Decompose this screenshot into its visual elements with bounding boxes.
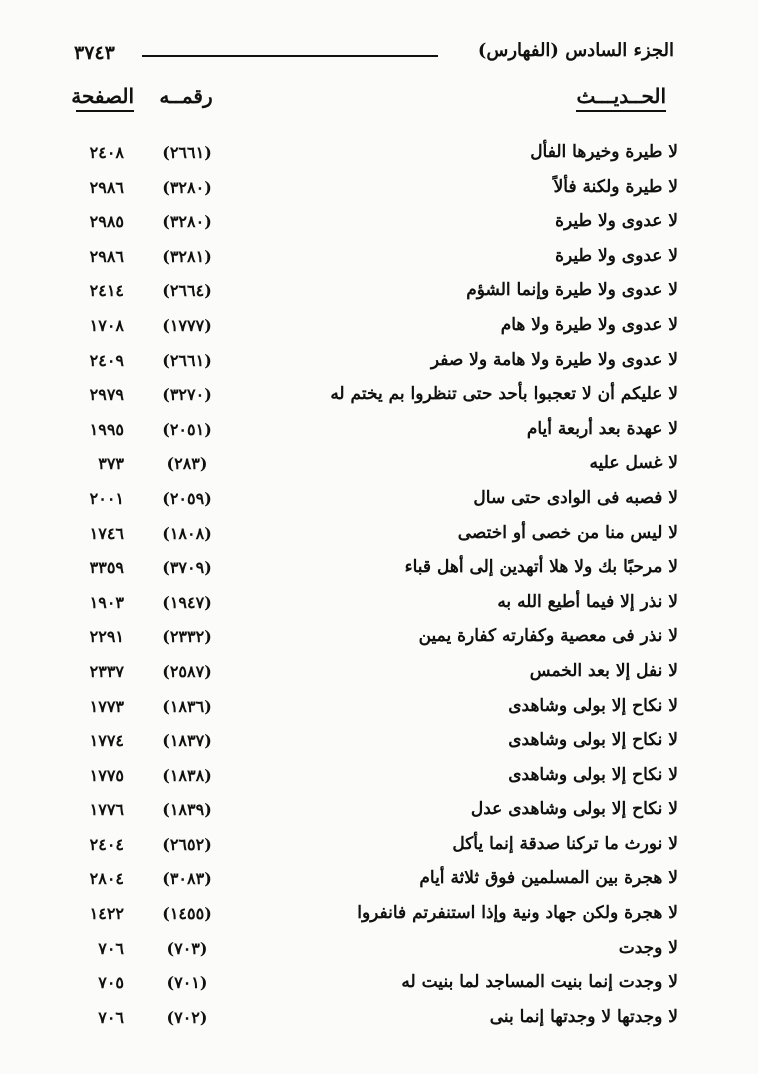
index-row: [0, 1003, 758, 1038]
hadith-number: (١٤٥٥): [162, 904, 212, 924]
page-header: [74, 40, 674, 70]
page-reference: ٧٠٥: [98, 973, 124, 993]
hadith-number: (٧٠٢): [166, 1007, 208, 1027]
index-row: [0, 484, 758, 519]
page-reference: ٢٠٠١: [89, 488, 124, 508]
page-reference: ٣٣٥٩: [89, 558, 124, 578]
hadith-number: (١٨٣٧): [162, 731, 212, 751]
hadith-number: (٢٦٦١): [162, 143, 212, 162]
hadith-number: (٢٠٥٩): [162, 488, 212, 508]
index-row: [0, 692, 758, 727]
hadith-number: (٢٥٨٧): [162, 661, 212, 681]
hadith-text: لا عدوى ولا طيرة وإنما الشؤم: [466, 280, 678, 301]
page-reference: ٢٨٠٤: [89, 869, 124, 889]
page-reference: ١٧٧٣: [89, 696, 124, 716]
hadith-text: لا نكاح إلا بولى وشاهدى: [508, 730, 678, 751]
hadith-number: (١٨٣٨): [162, 765, 212, 785]
page-reference: ٧٠٦: [98, 1007, 124, 1027]
hadith-text: لا ليس منا من خصى أو اختصى: [457, 522, 678, 543]
hadith-text: لا هجرة بين المسلمين فوق ثلاثة أيام: [419, 868, 678, 889]
hadith-text: لا عدوى ولا طيرة: [555, 211, 678, 232]
page-reference: ١٧٧٥: [89, 765, 124, 785]
column-header-hadith: الحــديـــث: [576, 84, 666, 112]
hadith-text: لا نكاح إلا بولى وشاهدى: [508, 695, 678, 716]
index-row: [0, 207, 758, 242]
index-row: [0, 380, 758, 415]
hadith-number: (٢٦٦٤): [162, 281, 212, 301]
index-row: [0, 657, 758, 692]
index-row: [0, 968, 758, 1003]
page-reference: ٢٢٩١: [89, 627, 124, 647]
index-row: [0, 761, 758, 796]
index-row: [0, 138, 758, 173]
column-header-page: الصفحة: [76, 84, 134, 112]
page-reference: ١٧٧٤: [89, 731, 124, 751]
hadith-number: (٧٠١): [166, 973, 208, 993]
page-reference: ٢٩٧٩: [89, 385, 124, 405]
index-row: [0, 795, 758, 830]
hadith-text: لا نورث ما تركنا صدقة إنما يأكل: [452, 833, 678, 854]
hadith-index-list: [0, 138, 758, 1037]
hadith-text: لا مرحبًا بك ولا هلا أتهدين إلى أهل قباء: [404, 557, 678, 578]
hadith-number: (٣٢٧٠): [162, 385, 212, 405]
hadith-text: لا عهدة بعد أربعة أيام: [526, 418, 678, 439]
hadith-text: لا نكاح إلا بولى وشاهدى: [508, 764, 678, 785]
index-row: [0, 519, 758, 554]
hadith-text: لا نذر إلا فيما أطيع الله به: [497, 591, 678, 612]
hadith-text: لا وجدتها لا وجدتها إنما بنى: [489, 1006, 678, 1027]
hadith-text: لا غسل عليه: [589, 453, 678, 474]
page-reference: ١٤٢٢: [89, 904, 124, 924]
hadith-text: لا نكاح إلا بولى وشاهدى عدل: [470, 799, 678, 820]
index-row: [0, 276, 758, 311]
hadith-text: لا عليكم أن لا تعجبوا بأحد حتى تنظروا بم يختم له: [330, 384, 678, 405]
page-reference: ٢٣٣٧: [89, 661, 124, 681]
index-row: [0, 899, 758, 934]
page-reference: ١٩٠٣: [89, 592, 124, 612]
page-reference: ١٧٠٨: [89, 315, 124, 335]
hadith-text: لا عدوى ولا طيرة ولا هام: [500, 314, 678, 335]
hadith-number: (٣٢٨١): [162, 246, 212, 266]
hadith-text: لا طيرة وخيرها الفأل: [530, 142, 678, 162]
hadith-text: لا عدوى ولا طيرة ولا هامة ولا صفر: [430, 349, 678, 370]
index-row: [0, 830, 758, 865]
index-row: [0, 588, 758, 623]
page-reference: ٣٧٣: [98, 454, 124, 474]
hadith-text: لا نذر فى معصية وكفارته كفارة يمين: [418, 626, 678, 647]
index-row: [0, 864, 758, 899]
hadith-text: لا هجرة ولكن جهاد ونية وإذا استنفرتم فانفروا: [357, 903, 678, 924]
hadith-number: (١٨٠٨): [162, 523, 212, 543]
hadith-number: (٢٨٣): [166, 454, 208, 474]
page-number: ٣٧٤٣: [74, 42, 115, 64]
hadith-number: (١٧٧٧): [162, 315, 212, 335]
hadith-text: لا عدوى ولا طيرة: [555, 245, 678, 266]
page-reference: ٢٤١٤: [89, 281, 124, 301]
hadith-number: (٢٠٥١): [162, 419, 212, 439]
index-row: [0, 415, 758, 450]
page-reference: ٢٤٠٤: [89, 834, 124, 854]
page-reference: ١٧٧٦: [89, 800, 124, 820]
hadith-number: (٧٠٣): [166, 938, 208, 958]
hadith-text: لا طيرة ولكنة فألاً: [553, 176, 678, 197]
hadith-number: (٣٠٨٣): [162, 869, 212, 889]
hadith-number: (٣٢٨٠): [162, 212, 212, 232]
index-row: [0, 242, 758, 277]
index-row: [0, 622, 758, 657]
page-reference: ١٩٩٥: [89, 419, 124, 439]
page-reference: ١٧٤٦: [89, 523, 124, 543]
page-reference: ٢٤٠٩: [89, 350, 124, 370]
page-reference: ٢٩٨٦: [89, 246, 124, 266]
hadith-text: لا فصبه فى الوادى حتى سال: [473, 487, 678, 508]
hadith-text: لا نفل إلا بعد الخمس: [529, 660, 678, 681]
page-reference: ٢٩٨٥: [89, 212, 124, 232]
page-reference: ٢٤٠٨: [89, 143, 124, 162]
index-row: [0, 311, 758, 346]
hadith-number: (٢٦٦١): [162, 350, 212, 370]
hadith-number: (٢٣٣٢): [162, 627, 212, 647]
hadith-number: (١٨٣٩): [162, 800, 212, 820]
running-title: الجزء السادس (الفهارس): [477, 40, 674, 61]
index-row: [0, 346, 758, 381]
hadith-number: (٣٢٨٠): [162, 177, 212, 197]
hadith-number: (٣٧٠٩): [162, 558, 212, 578]
index-row: [0, 449, 758, 484]
index-row: [0, 726, 758, 761]
hadith-text: لا وجدت: [618, 937, 678, 958]
hadith-number: (١٩٤٧): [162, 592, 212, 612]
index-row: [0, 173, 758, 208]
index-row: [0, 934, 758, 969]
page-reference: ٢٩٨٦: [89, 177, 124, 197]
hadith-number: (١٨٣٦): [162, 696, 212, 716]
hadith-number: (٢٦٥٢): [162, 834, 212, 854]
header-rule: [142, 55, 438, 57]
column-header-number: رقمــه: [159, 84, 213, 108]
page-reference: ٧٠٦: [98, 938, 124, 958]
index-row: [0, 553, 758, 588]
hadith-text: لا وجدت إنما بنيت المساجد لما بنيت له: [401, 972, 678, 993]
